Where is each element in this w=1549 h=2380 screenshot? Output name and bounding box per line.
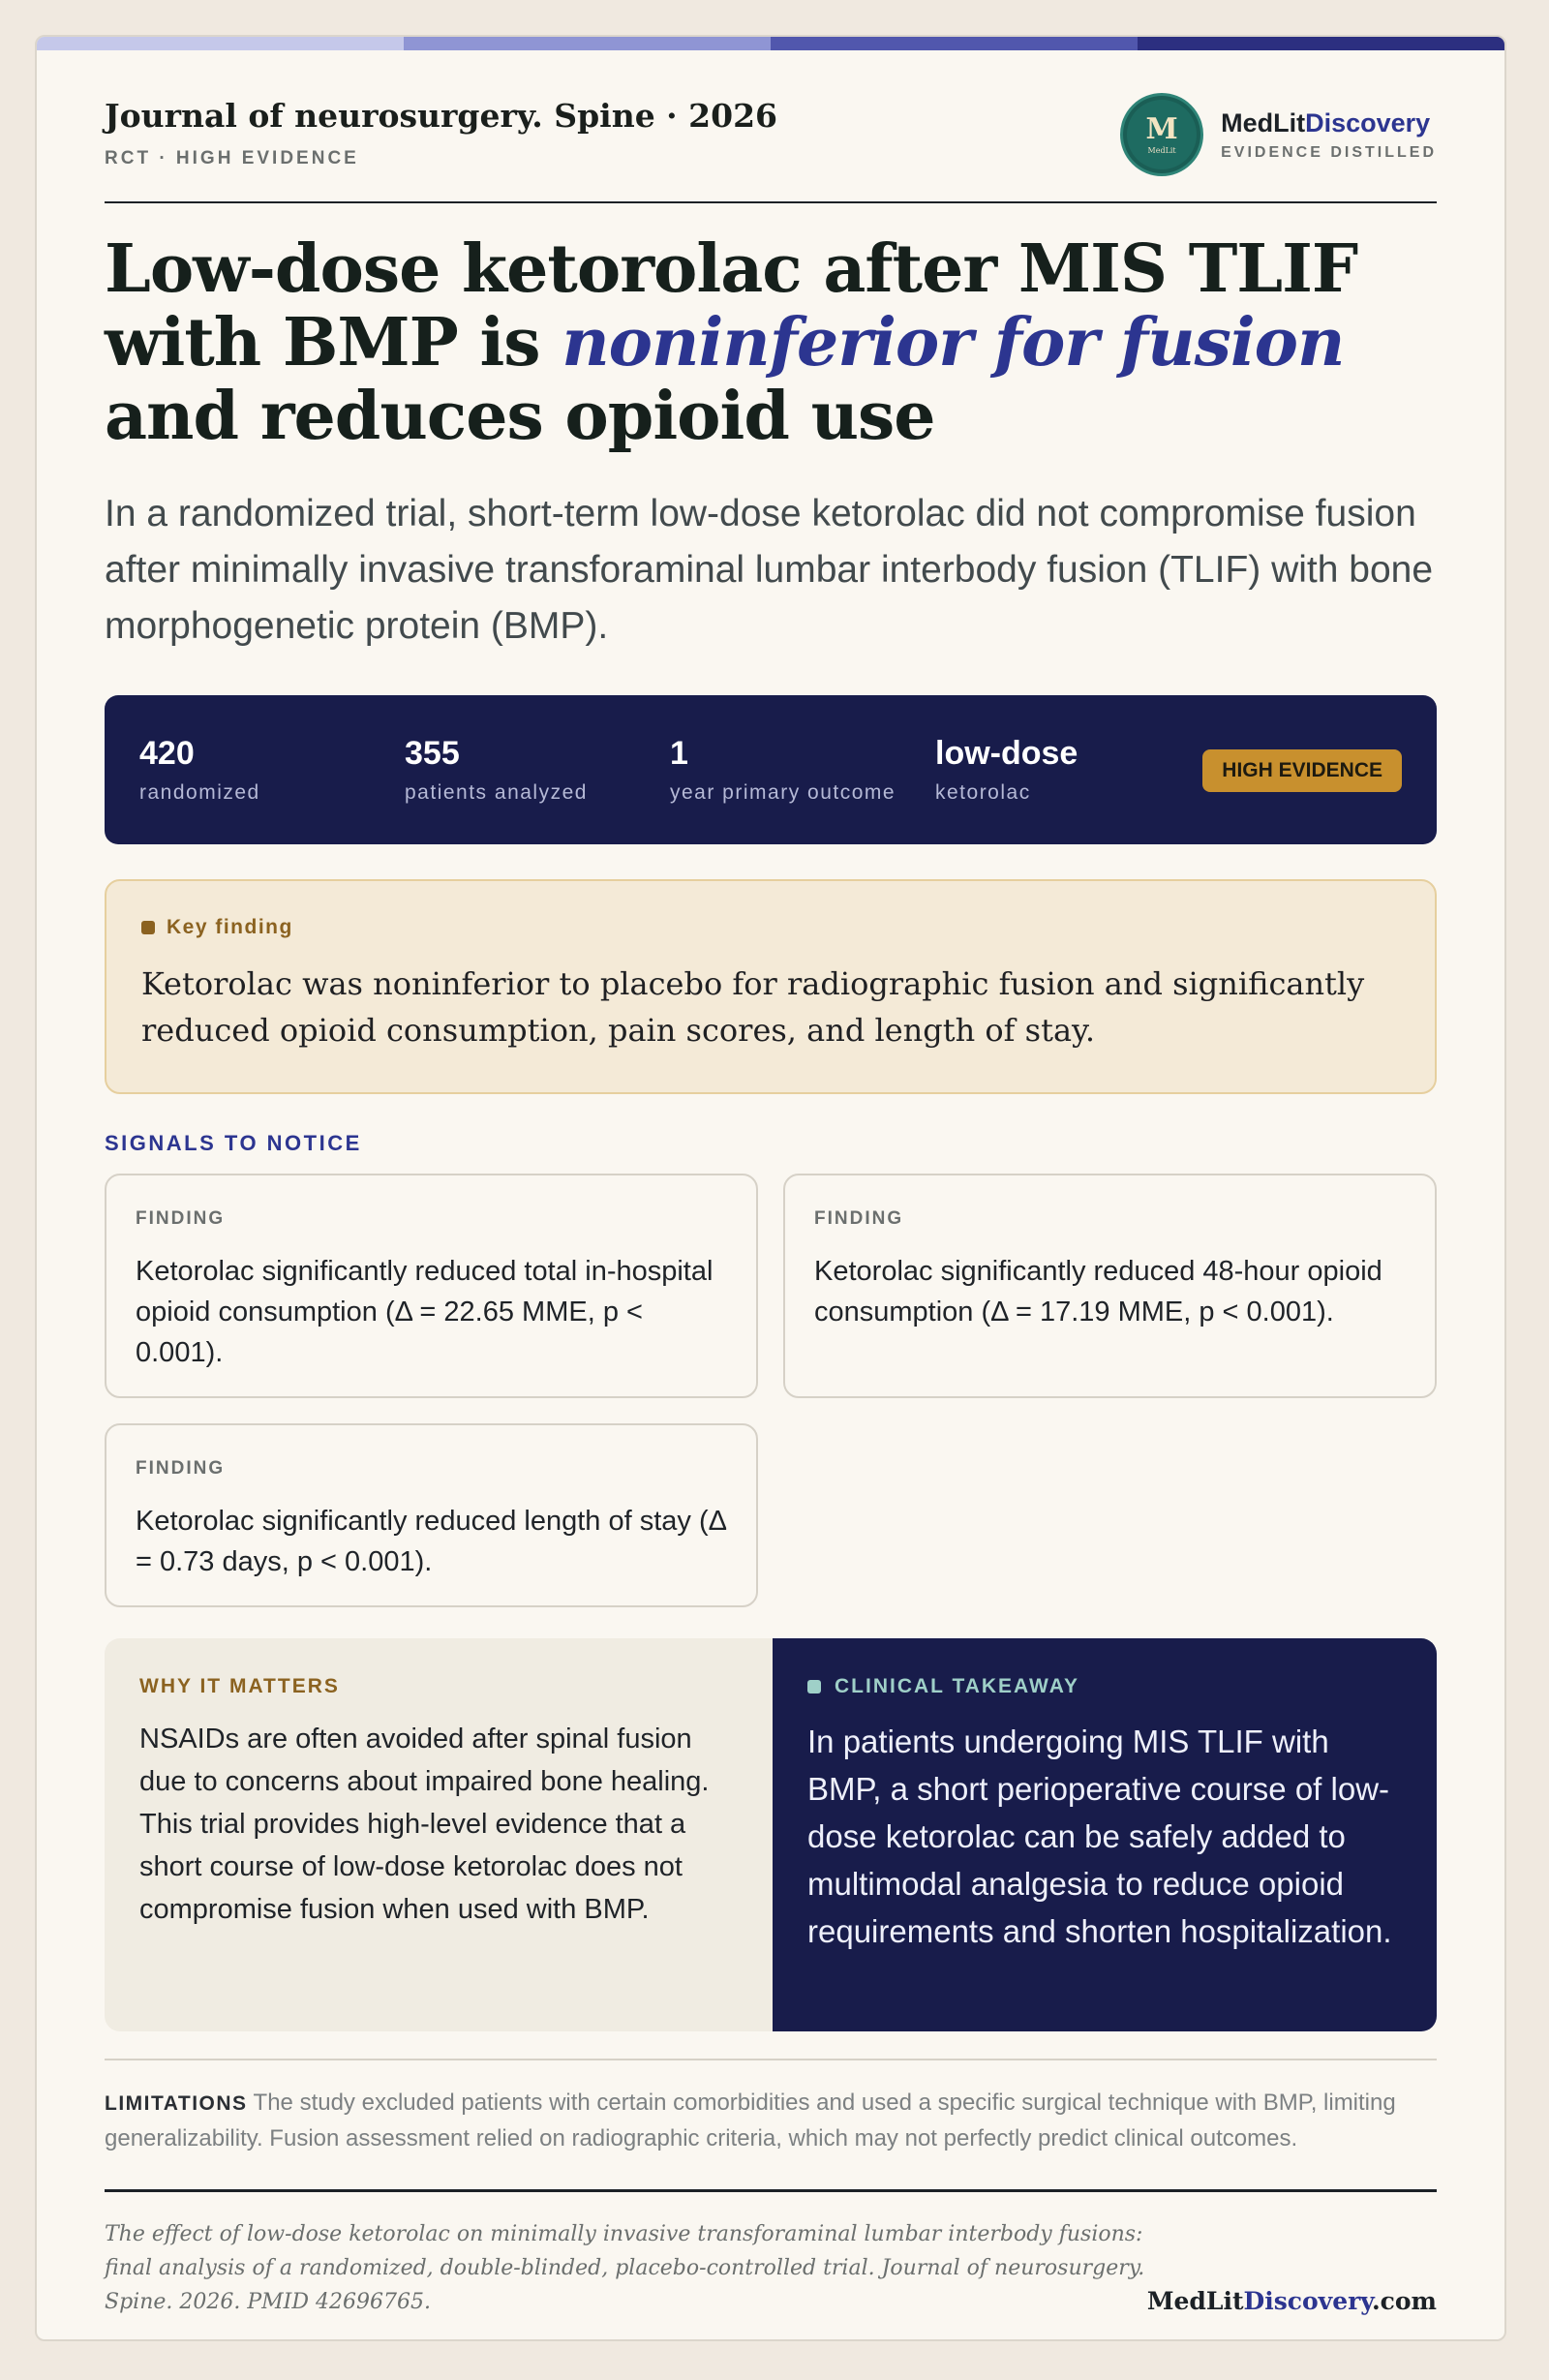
logo-text: MedLit: [1147, 145, 1176, 155]
signal-label: FINDING: [136, 1208, 226, 1229]
takeaway-text: In patients undergoing MIS TLIF with BMP, a short perioperative course of low-dose ketorolac can be safely added to multimodal analgesia to reduce opioid requirements and shorten hospitalization.: [807, 1724, 1392, 1949]
site-part1: MedLit: [1146, 2287, 1244, 2315]
headline-part2: and reduces opioid use: [105, 378, 935, 455]
brand-logo-icon: [1120, 93, 1203, 176]
stat-value: 420: [139, 734, 195, 772]
footer-divider: [105, 2189, 1437, 2192]
stat-randomized: [139, 735, 405, 806]
signal-card: [783, 1174, 1437, 1398]
why-text: NSAIDs are often avoided after spinal fusion due to concerns about impaired bone healing. This trial provides high-level evidence that a short course of low-dose ketorolac does not compromise fusion when used with BMP.: [139, 1724, 710, 1925]
why-label: WHY IT MATTERS: [139, 1675, 340, 1697]
key-finding-header: [141, 916, 1400, 939]
stat-analyzed: [405, 735, 670, 806]
lede: In a randomized trial, short-term low-dose ketorolac did not compromise fusion after minimally invasive transforaminal lumbar interbody fusion (TLIF) with bone morphogenetic protein (BMP).: [105, 493, 1434, 647]
signal-text: Ketorolac significantly reduced length of stay (Δ = 0.73 days, p < 0.001).: [136, 1506, 726, 1577]
signal-label: FINDING: [814, 1208, 904, 1229]
color-bar-segment-1: [37, 37, 404, 50]
site-link[interactable]: [1147, 2287, 1437, 2315]
context-panels: [105, 1638, 1437, 2031]
color-bar: [37, 37, 1504, 50]
brand-name: [1221, 108, 1437, 138]
signal-label: FINDING: [136, 1458, 226, 1479]
stat-label: randomized: [139, 780, 260, 804]
site-part2: Discovery: [1243, 2287, 1372, 2315]
signals-title: SIGNALS TO NOTICE: [105, 1131, 362, 1155]
bullet-square-icon: [141, 921, 155, 934]
key-finding-text: Ketorolac was noninferior to placebo for radiographic fusion and significantly reduced opioid consumption, pain scores, and length of stay.: [141, 965, 1365, 1049]
stat-label: ketorolac: [935, 780, 1031, 804]
limitations-label: LIMITATIONS: [105, 2092, 248, 2115]
brand-tagline: EVIDENCE DISTILLED: [1221, 143, 1437, 161]
stat-drug: [935, 735, 1200, 806]
signal-text: Ketorolac significantly reduced total in-hospital opioid consumption (Δ = 22.65 MME, p < 0.001).: [136, 1256, 714, 1368]
takeaway-label: CLINICAL TAKEAWAY: [835, 1675, 1079, 1697]
headline-part1: Low-dose ketorolac after MIS TLIF with BMP is: [105, 230, 1358, 381]
logo-letter: M: [1145, 111, 1178, 146]
headline: [105, 232, 1437, 453]
signal-text: Ketorolac significantly reduced 48-hour opioid consumption (Δ = 17.19 MME, p < 0.001).: [814, 1256, 1382, 1327]
summary-card: [35, 35, 1506, 2341]
stat-value: 1: [670, 734, 688, 772]
journal-name: Journal of neurosurgery. Spine · 2026: [105, 97, 777, 135]
stats-bar: [105, 695, 1437, 844]
study-type-label: RCT · HIGH EVIDENCE: [105, 148, 359, 168]
evidence-badge: HIGH EVIDENCE: [1202, 749, 1402, 792]
header-divider: [105, 201, 1437, 203]
stat-label: year primary outcome: [670, 780, 896, 804]
signal-card: [105, 1174, 758, 1398]
site-part3: .com: [1371, 2287, 1437, 2315]
brand[interactable]: [1120, 93, 1437, 176]
headline-highlight: noninferior for fusion: [562, 304, 1345, 381]
citation: The effect of low-dose ketorolac on minimally invasive transforaminal lumbar interbody fusions: final analysis of a randomized, double-blinded, placebo-controlled trial. Journal of neurosurgery. Spine. 2026. PMID 42696765.: [105, 2222, 1145, 2314]
signals-grid: [105, 1174, 1437, 1607]
why-it-matters-panel: [105, 1638, 773, 2031]
color-bar-segment-2: [404, 37, 771, 50]
key-finding-label: Key finding: [167, 916, 293, 938]
clinical-takeaway-panel: [773, 1638, 1437, 2031]
stat-value: low-dose: [935, 734, 1078, 772]
header: [105, 50, 1437, 176]
stat-label: patients analyzed: [405, 780, 588, 804]
brand-name-part2: Discovery: [1305, 107, 1431, 137]
stat-value: 355: [405, 734, 460, 772]
footer: [105, 2217, 1437, 2319]
limitations-text: The study excluded patients with certain comorbidities and used a specific surgical technique with BMP, limiting generalizability. Fusion assessment relied on radiographic criteria, which may not perfectly predict clinical outcomes.: [105, 2090, 1396, 2151]
bullet-square-icon: [807, 1680, 821, 1693]
stat-outcome: [670, 735, 902, 806]
takeaway-header: [807, 1675, 1402, 1698]
key-finding-box: [105, 879, 1437, 1094]
signal-card: [105, 1423, 758, 1607]
brand-name-part1: MedLit: [1221, 107, 1306, 137]
color-bar-segment-4: [1138, 37, 1504, 50]
limitations: [105, 2059, 1437, 2156]
color-bar-segment-3: [771, 37, 1138, 50]
